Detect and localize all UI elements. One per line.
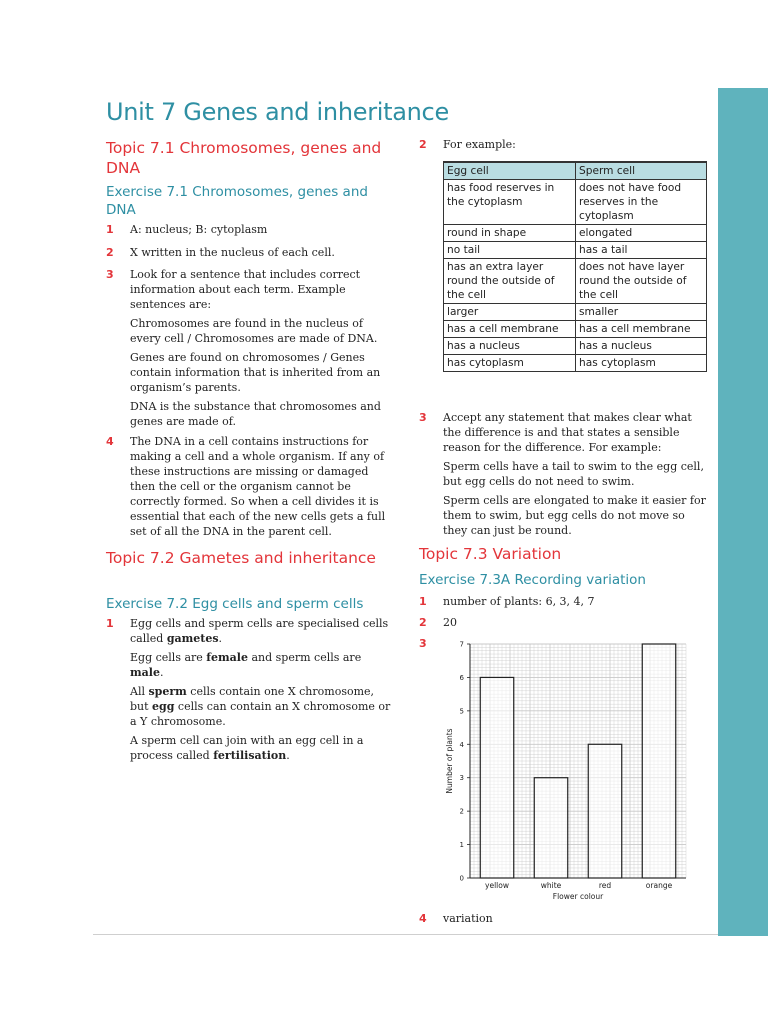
chart-svg xyxy=(440,638,690,910)
example-sentence: Genes are found on chromosomes / Genes contain information that is inherited from an organism’s parents. xyxy=(130,351,381,394)
egg-cell: round in shape xyxy=(444,225,576,242)
column-header-sperm: Sperm cell xyxy=(576,162,707,180)
answer-7-2-1 xyxy=(106,616,396,767)
answer-7-3-2 xyxy=(419,615,709,634)
answer-number: 1 xyxy=(106,223,114,236)
exercise-7-1-heading: Exercise 7.1 Chromosomes, genes and DNA xyxy=(106,184,368,218)
y-tick-label: 2 xyxy=(459,807,464,816)
answer-number: 3 xyxy=(419,637,427,650)
x-tick-label: yellow xyxy=(485,881,509,890)
example-sentence: Chromosomes are found in the nucleus of every cell / Chromosomes are made of DNA. xyxy=(130,317,378,345)
table-header-row xyxy=(444,162,707,180)
flower-colour-bar-chart xyxy=(440,638,690,910)
answer-text: variation xyxy=(443,912,493,925)
unit-title: Unit 7 Genes and inheritance xyxy=(106,98,449,126)
example-sentence: Sperm cells are elongated to make it easier for them to swim, but egg cells do not move so they can just be round. xyxy=(443,494,706,537)
table-row xyxy=(444,338,707,355)
answer-7-2-2 xyxy=(419,137,709,156)
page-bottom-rule xyxy=(93,934,718,935)
answer-7-1-3 xyxy=(106,267,396,433)
y-tick-label: 0 xyxy=(459,874,464,883)
answer-text: Accept any statement that makes clear what the difference is and that states a sensible reason for the difference. For example: xyxy=(443,411,692,454)
answer-7-1-2 xyxy=(106,245,396,264)
topic-7-2-heading: Topic 7.2 Gametes and inheritance xyxy=(106,549,376,567)
answer-number: 2 xyxy=(419,616,427,629)
egg-cell: larger xyxy=(444,304,576,321)
x-tick-label: red xyxy=(598,881,612,890)
y-tick-label: 7 xyxy=(459,640,464,649)
answer-7-3-4 xyxy=(419,911,709,930)
x-tick-label: orange xyxy=(645,881,673,890)
answer-7-3-1 xyxy=(419,594,709,613)
egg-cell: has a nucleus xyxy=(444,338,576,355)
bar-white xyxy=(534,778,567,878)
gametes-sentence: Egg cells and sperm cells are specialised cells called gametes. xyxy=(130,617,389,645)
answer-7-1-4 xyxy=(106,434,396,543)
egg-cell: has a cell membrane xyxy=(444,321,576,338)
sperm-cell: has a cell membrane xyxy=(576,321,707,338)
answer-number: 2 xyxy=(419,138,427,151)
side-tab-strip xyxy=(718,88,768,936)
answer-text: 20 xyxy=(443,616,457,629)
sperm-cell: smaller xyxy=(576,304,707,321)
y-tick-label: 1 xyxy=(459,841,464,850)
sperm-cell: does not have food reserves in the cytoplasm xyxy=(576,180,707,225)
y-axis-title: Number of plants xyxy=(445,728,454,794)
y-tick-label: 3 xyxy=(459,774,464,783)
term-gametes: gametes xyxy=(166,632,219,645)
answer-number: 1 xyxy=(106,617,114,630)
sex-sentence: Egg cells are female and sperm cells are male. xyxy=(130,651,362,679)
term-male: male xyxy=(130,666,160,679)
chromosome-sentence: All sperm cells contain one X chromosome, but egg cells can contain an X chromosome or a Y chromosome. xyxy=(130,685,391,728)
term-fertilisation: fertilisation xyxy=(213,749,287,762)
fertilisation-sentence: A sperm cell can join with an egg cell in a process called fertilisation. xyxy=(130,734,364,762)
bar-orange xyxy=(642,644,675,878)
sperm-cell: does not have layer round the outside of the cell xyxy=(576,259,707,304)
table-row xyxy=(444,180,707,225)
egg-cell: has food reserves in the cytoplasm xyxy=(444,180,576,225)
answer-text: The DNA in a cell contains instructions for making a cell and a whole organism. If any of these instructions are missing or damaged then the cell or the organism cannot be correctly formed. So when a cell divides it is essential that each of the new cells gets a full set of all the DNA in the parent cell. xyxy=(130,435,386,538)
sperm-cell: has a tail xyxy=(576,242,707,259)
table-row xyxy=(444,259,707,304)
table-row xyxy=(444,225,707,242)
table-row xyxy=(444,304,707,321)
table-row xyxy=(444,242,707,259)
sperm-cell: has cytoplasm xyxy=(576,355,707,372)
term-sperm: sperm xyxy=(148,685,187,698)
answer-7-2-3 xyxy=(419,410,709,542)
answer-number: 2 xyxy=(106,246,114,259)
answer-number: 4 xyxy=(106,435,114,448)
topic-7-1-heading: Topic 7.1 Chromosomes, genes and DNA xyxy=(106,139,382,177)
y-tick-label: 5 xyxy=(459,707,464,716)
term-egg: egg xyxy=(152,700,175,713)
sperm-cell: elongated xyxy=(576,225,707,242)
y-tick-label: 6 xyxy=(459,673,464,682)
answer-text: A: nucleus; B: cytoplasm xyxy=(130,223,268,236)
y-tick-label: 4 xyxy=(459,740,464,749)
term-female: female xyxy=(206,651,248,664)
table-row xyxy=(444,321,707,338)
egg-cell: no tail xyxy=(444,242,576,259)
x-tick-label: white xyxy=(540,881,562,890)
answer-text: Look for a sentence that includes correct information about each term. Example sentences are: xyxy=(130,268,361,311)
answer-text: X written in the nucleus of each cell. xyxy=(130,246,335,259)
bar-red xyxy=(588,744,621,878)
table-row xyxy=(444,355,707,372)
answer-number: 3 xyxy=(419,411,427,424)
sperm-cell: has a nucleus xyxy=(576,338,707,355)
answer-7-1-1 xyxy=(106,222,396,241)
answer-number: 4 xyxy=(419,912,427,925)
egg-cell: has cytoplasm xyxy=(444,355,576,372)
egg-cell: has an extra layer round the outside of the cell xyxy=(444,259,576,304)
answer-number: 1 xyxy=(419,595,427,608)
exercise-7-2-heading: Exercise 7.2 Egg cells and sperm cells xyxy=(106,596,364,612)
bar-yellow xyxy=(480,677,513,878)
example-sentence: Sperm cells have a tail to swim to the egg cell, but egg cells do not need to swim. xyxy=(443,460,704,488)
exercise-7-3a-heading: Exercise 7.3A Recording variation xyxy=(419,572,646,588)
answer-text: For example: xyxy=(443,138,516,151)
column-header-egg: Egg cell xyxy=(444,162,576,180)
answer-text: number of plants: 6, 3, 4, 7 xyxy=(443,595,595,608)
egg-sperm-comparison-table xyxy=(443,161,707,372)
example-sentence: DNA is the substance that chromosomes and genes are made of. xyxy=(130,400,381,428)
topic-7-3-heading: Topic 7.3 Variation xyxy=(419,545,562,563)
answer-number: 3 xyxy=(106,268,114,281)
x-axis-title: Flower colour xyxy=(552,892,604,901)
